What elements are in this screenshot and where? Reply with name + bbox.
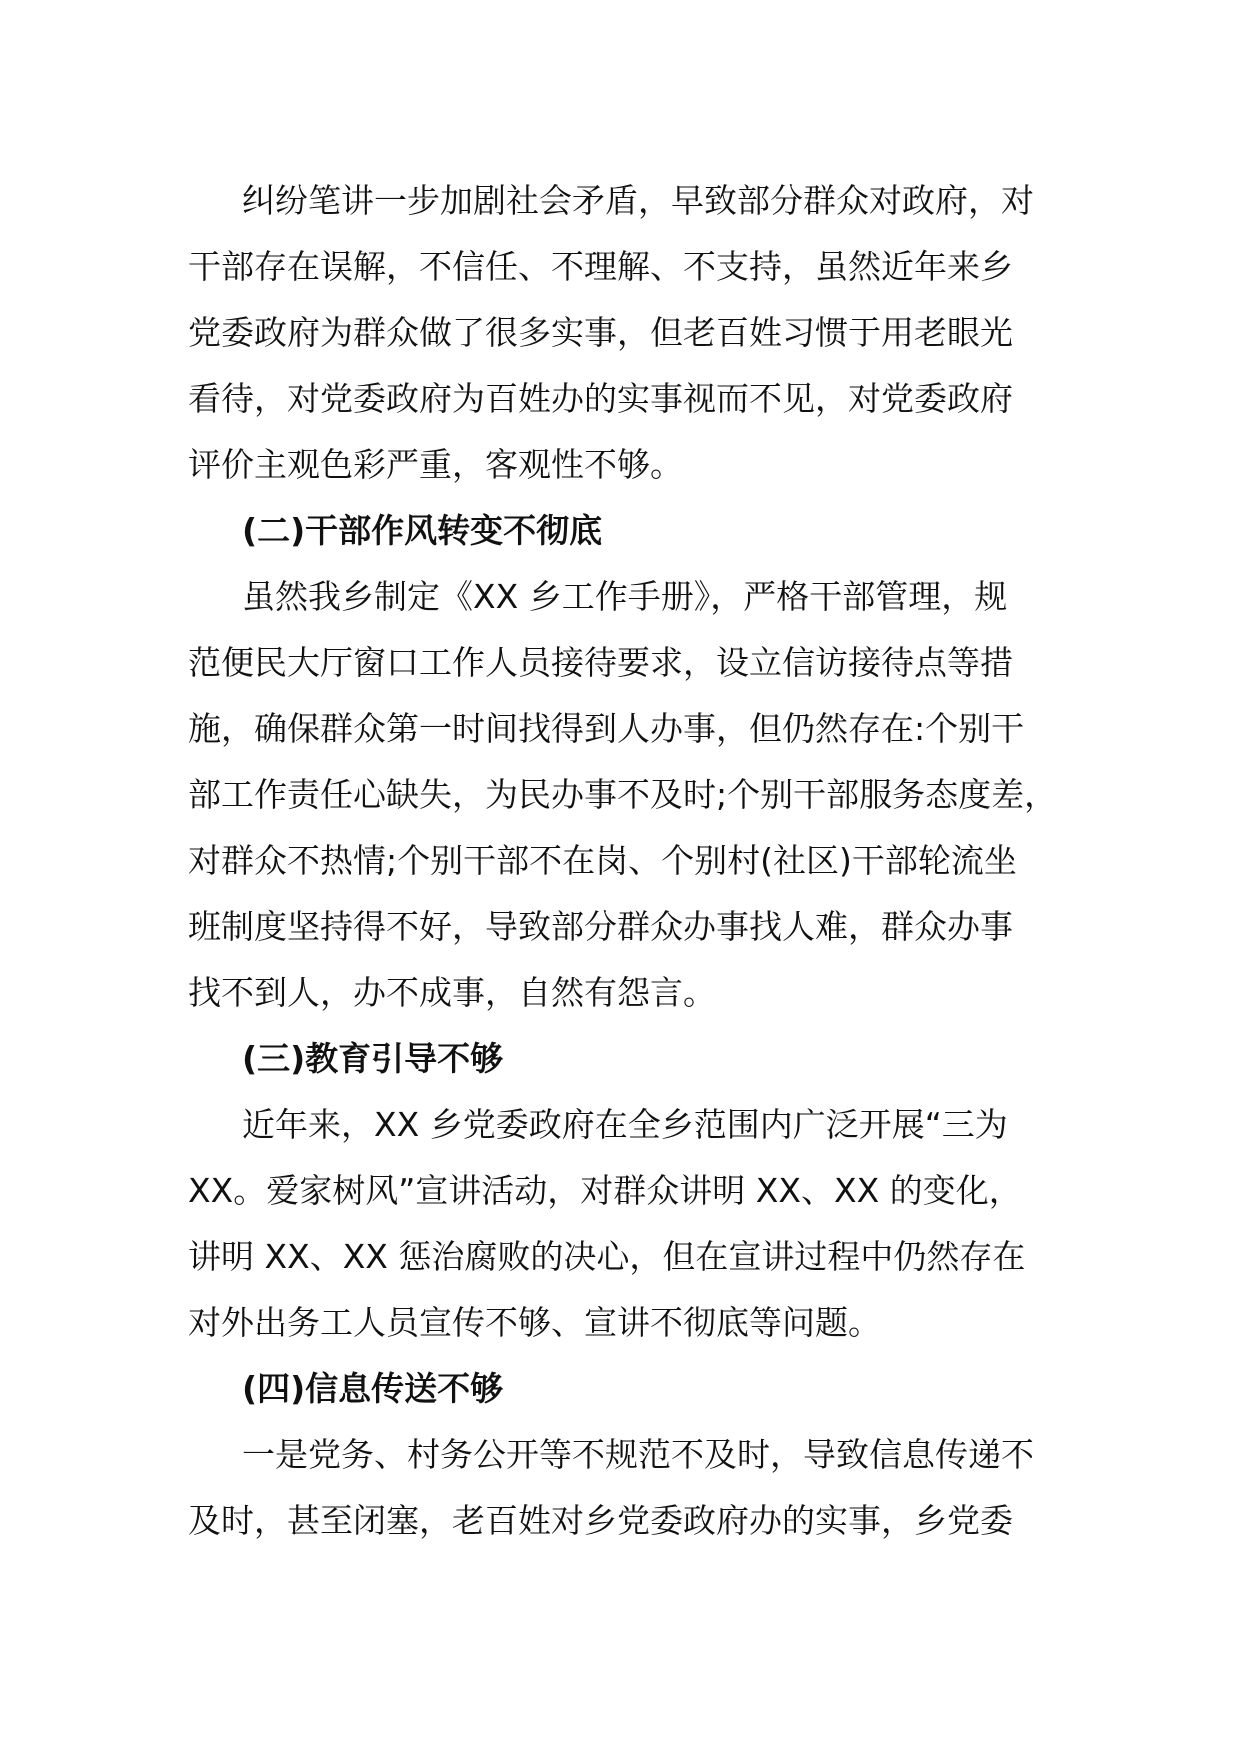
paragraph-line: 找不到人，办不成事，自然有怨言。 xyxy=(188,973,716,1012)
paragraph-line: 党委政府为群众做了很多实事，但老百姓习惯于用老眼光 xyxy=(188,313,1013,352)
document-body xyxy=(188,168,1068,1554)
paragraph-line: 部工作责任心缺失，为民办事不及时;个别干部服务态度差， xyxy=(188,775,1058,814)
section-heading: (三)教育引导不够 xyxy=(242,1039,504,1078)
paragraph-line: 看待，对党委政府为百姓办的实事视而不见，对党委政府 xyxy=(188,379,1013,418)
paragraph-line: 对外出务工人员宣传不够、宣讲不彻底等问题。 xyxy=(188,1303,881,1342)
section-heading: (二)干部作风转变不彻底 xyxy=(242,511,603,550)
paragraph-line: 虽然我乡制定《XX 乡工作手册》，严格干部管理，规 xyxy=(242,577,1008,616)
paragraph-line: 对群众不热情;个别干部不在岗、个别村(社区)干部轮流坐 xyxy=(188,841,1017,880)
section-heading: (四)信息传送不够 xyxy=(242,1369,504,1408)
paragraph-line: 范便民大厅窗口工作人员接待要求，设立信访接待点等措 xyxy=(188,643,1013,682)
paragraph-line: 干部存在误解，不信任、不理解、不支持，虽然近年来乡 xyxy=(188,247,1013,286)
paragraph-line: 近年来，XX 乡党委政府在全乡范围内广泛开展“三为 xyxy=(242,1105,1008,1144)
paragraph-line: 讲明 XX、XX 惩治腐败的决心，但在宣讲过程中仍然存在 xyxy=(188,1237,1026,1276)
paragraph-line: 及时，甚至闭塞，老百姓对乡党委政府办的实事，乡党委 xyxy=(188,1501,1013,1540)
paragraph-line: 施，确保群众第一时间找得到人办事，但仍然存在:个别干 xyxy=(188,709,1025,748)
paragraph-line: 班制度坚持得不好，导致部分群众办事找人难，群众办事 xyxy=(188,907,1013,946)
paragraph-line: XX。爱家树风”宣讲活动，对群众讲明 XX、XX 的变化， xyxy=(188,1171,1022,1210)
paragraph-line: 一是党务、村务公开等不规范不及时，导致信息传递不 xyxy=(242,1435,1034,1474)
paragraph-line: 评价主观色彩严重，客观性不够。 xyxy=(188,445,683,484)
paragraph-line: 纠纷笔讲一步加剧社会矛盾，早致部分群众对政府，对 xyxy=(242,181,1034,220)
